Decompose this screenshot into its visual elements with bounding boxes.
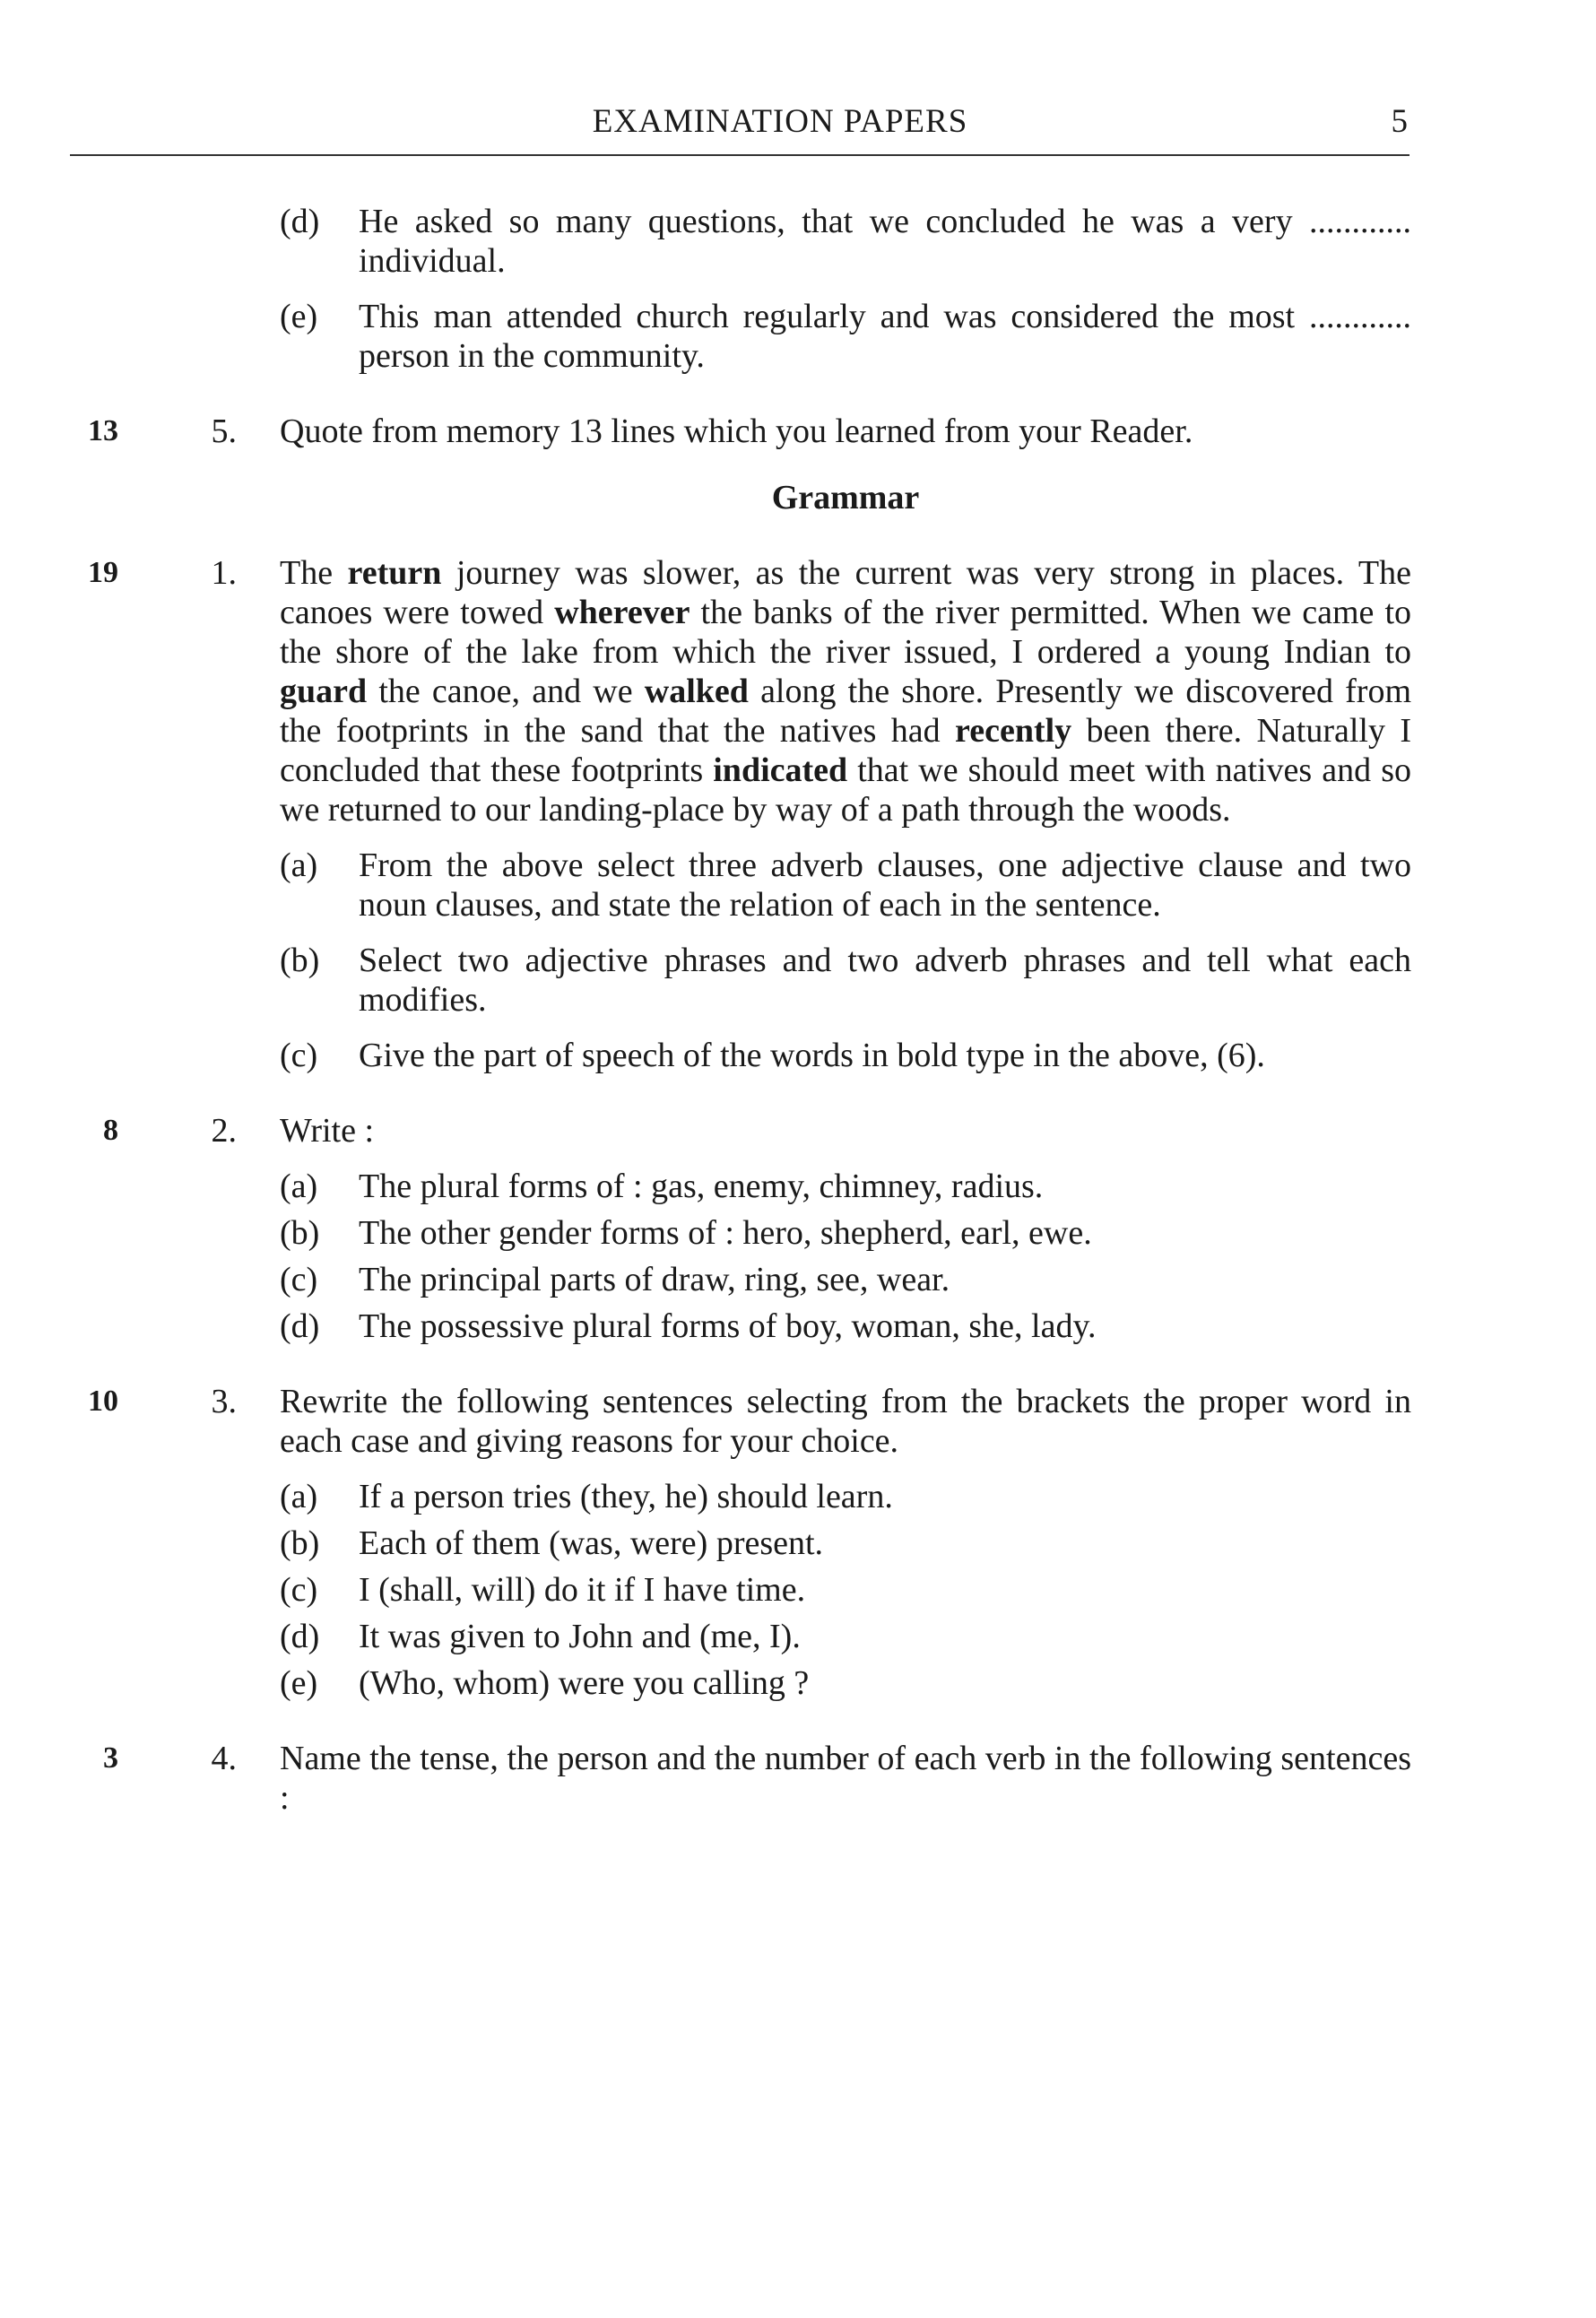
question-text: Name the tense, the person and the number of each verb in the following sentences : [280, 1740, 1411, 1817]
q3-part-a [280, 1477, 1411, 1516]
item-text-end: person in the community. [359, 337, 705, 375]
item-text: If a person tries (they, he) should learn. [359, 1478, 893, 1515]
section-heading-grammar: Grammar [771, 479, 920, 517]
marks: 19 [88, 556, 118, 589]
question-text: Write : [280, 1112, 375, 1150]
question-number: 4. [211, 1740, 237, 1777]
item-label: (a) [280, 1478, 318, 1515]
item-text: Select two adjective phrases and two adverb phrases and tell what each modifies. [359, 942, 1411, 1019]
item-label: (a) [280, 1168, 318, 1205]
q1-part-b [280, 941, 1411, 1020]
q2-part-d [280, 1307, 1411, 1346]
bold-word: wherever [554, 594, 690, 631]
q3-part-d [280, 1617, 1411, 1656]
blank-dots: ............ [1309, 203, 1412, 240]
passage-text: the banks of the river permitted. When we came to the shore of the lake from which the river issued, I ordered a young Indian to [280, 594, 1411, 671]
q3-part-c [280, 1570, 1411, 1610]
item-label: (d) [280, 1307, 320, 1345]
page-body [0, 202, 1596, 1818]
item-label: (c) [280, 1037, 318, 1074]
item-text: It was given to John and (me, I). [359, 1618, 801, 1655]
question-number: 1. [211, 554, 237, 592]
marks: 3 [103, 1741, 118, 1775]
item-text: Each of them (was, were) present. [359, 1524, 824, 1562]
item-e-prev [280, 297, 1411, 376]
grammar-question-2 [103, 1111, 1411, 1150]
question-number: 5. [211, 412, 237, 450]
item-text: I (shall, will) do it if I have time. [359, 1571, 806, 1609]
marks: 8 [103, 1114, 118, 1147]
header-rule [70, 154, 1410, 156]
item-text: The other gender forms of : hero, shepherd, earl, ewe. [359, 1214, 1092, 1252]
question-5 [88, 412, 1411, 451]
passage-text: been there. Naturally I concluded that these footprints [280, 712, 1411, 789]
bold-word: guard [280, 673, 368, 710]
item-label: (b) [280, 1214, 320, 1252]
item-label: (e) [280, 1664, 318, 1702]
grammar-question-4 [103, 1739, 1411, 1818]
blank-dots: ............ [1309, 298, 1411, 335]
question-number: 3. [211, 1383, 237, 1420]
bold-word: recently [955, 712, 1072, 750]
item-label: (b) [280, 942, 320, 979]
q1-part-c [280, 1036, 1411, 1075]
item-label: (d) [280, 203, 320, 240]
item-text: The principal parts of draw, ring, see, wear. [359, 1261, 950, 1298]
item-text: The possessive plural forms of boy, woman, she, lady. [359, 1307, 1097, 1345]
item-label: (b) [280, 1524, 320, 1562]
item-label: (c) [280, 1571, 318, 1609]
q2-part-a [280, 1167, 1411, 1206]
item-text: This man attended church regularly and was considered the most [359, 298, 1296, 335]
item-text: The plural forms of : gas, enemy, chimney, radius. [359, 1168, 1044, 1205]
passage-text: The [280, 554, 348, 592]
item-text: He asked so many questions, that we concluded he was a very [359, 203, 1293, 240]
q2-part-c [280, 1260, 1411, 1299]
q3-part-e [280, 1663, 1411, 1703]
item-text-end: individual. [359, 242, 506, 280]
question-number: 2. [211, 1112, 237, 1150]
bold-word: indicated [713, 751, 848, 789]
grammar-question-3 [88, 1382, 1411, 1461]
marks: 10 [88, 1385, 118, 1418]
bold-word: return [347, 554, 442, 592]
passage [280, 554, 1411, 829]
q3-part-b [280, 1524, 1411, 1563]
item-label: (c) [280, 1261, 318, 1298]
bold-word: walked [644, 673, 749, 710]
item-label: (e) [280, 298, 318, 335]
passage-text: the canoe, and we [367, 673, 645, 710]
page-number: 5 [1391, 103, 1408, 140]
grammar-question-1 [88, 553, 1412, 829]
q1-part-a [280, 846, 1411, 925]
question-text: Rewrite the following sentences selecting from the brackets the proper word in each case and giving reasons for your choice. [280, 1383, 1411, 1460]
item-label: (a) [280, 846, 318, 884]
question-text: Quote from memory 13 lines which you learned from your Reader. [280, 412, 1193, 450]
page-header [152, 99, 1408, 152]
passage-text: that we should meet with natives and so we returned to our landing-place by way of a path through the woods. [280, 751, 1411, 829]
passage-text: along the shore. Presently we discovered from the footprints in the sand that the natives had [280, 673, 1412, 750]
item-text: Give the part of speech of the words in bold type in the above, (6). [359, 1037, 1265, 1074]
item-text: From the above select three adverb clauses, one adjective clause and two noun clauses, and state the relation of each in the sentence. [359, 846, 1411, 924]
item-d-prev [280, 202, 1412, 281]
marks: 13 [88, 414, 118, 447]
item-label: (d) [280, 1618, 320, 1655]
passage-text: journey was slower, as the current was very strong in places. The canoes were towed [280, 554, 1412, 631]
item-text: (Who, whom) were you calling ? [359, 1664, 810, 1702]
q2-part-b [280, 1213, 1411, 1253]
running-title: EXAMINATION PAPERS [592, 103, 968, 140]
